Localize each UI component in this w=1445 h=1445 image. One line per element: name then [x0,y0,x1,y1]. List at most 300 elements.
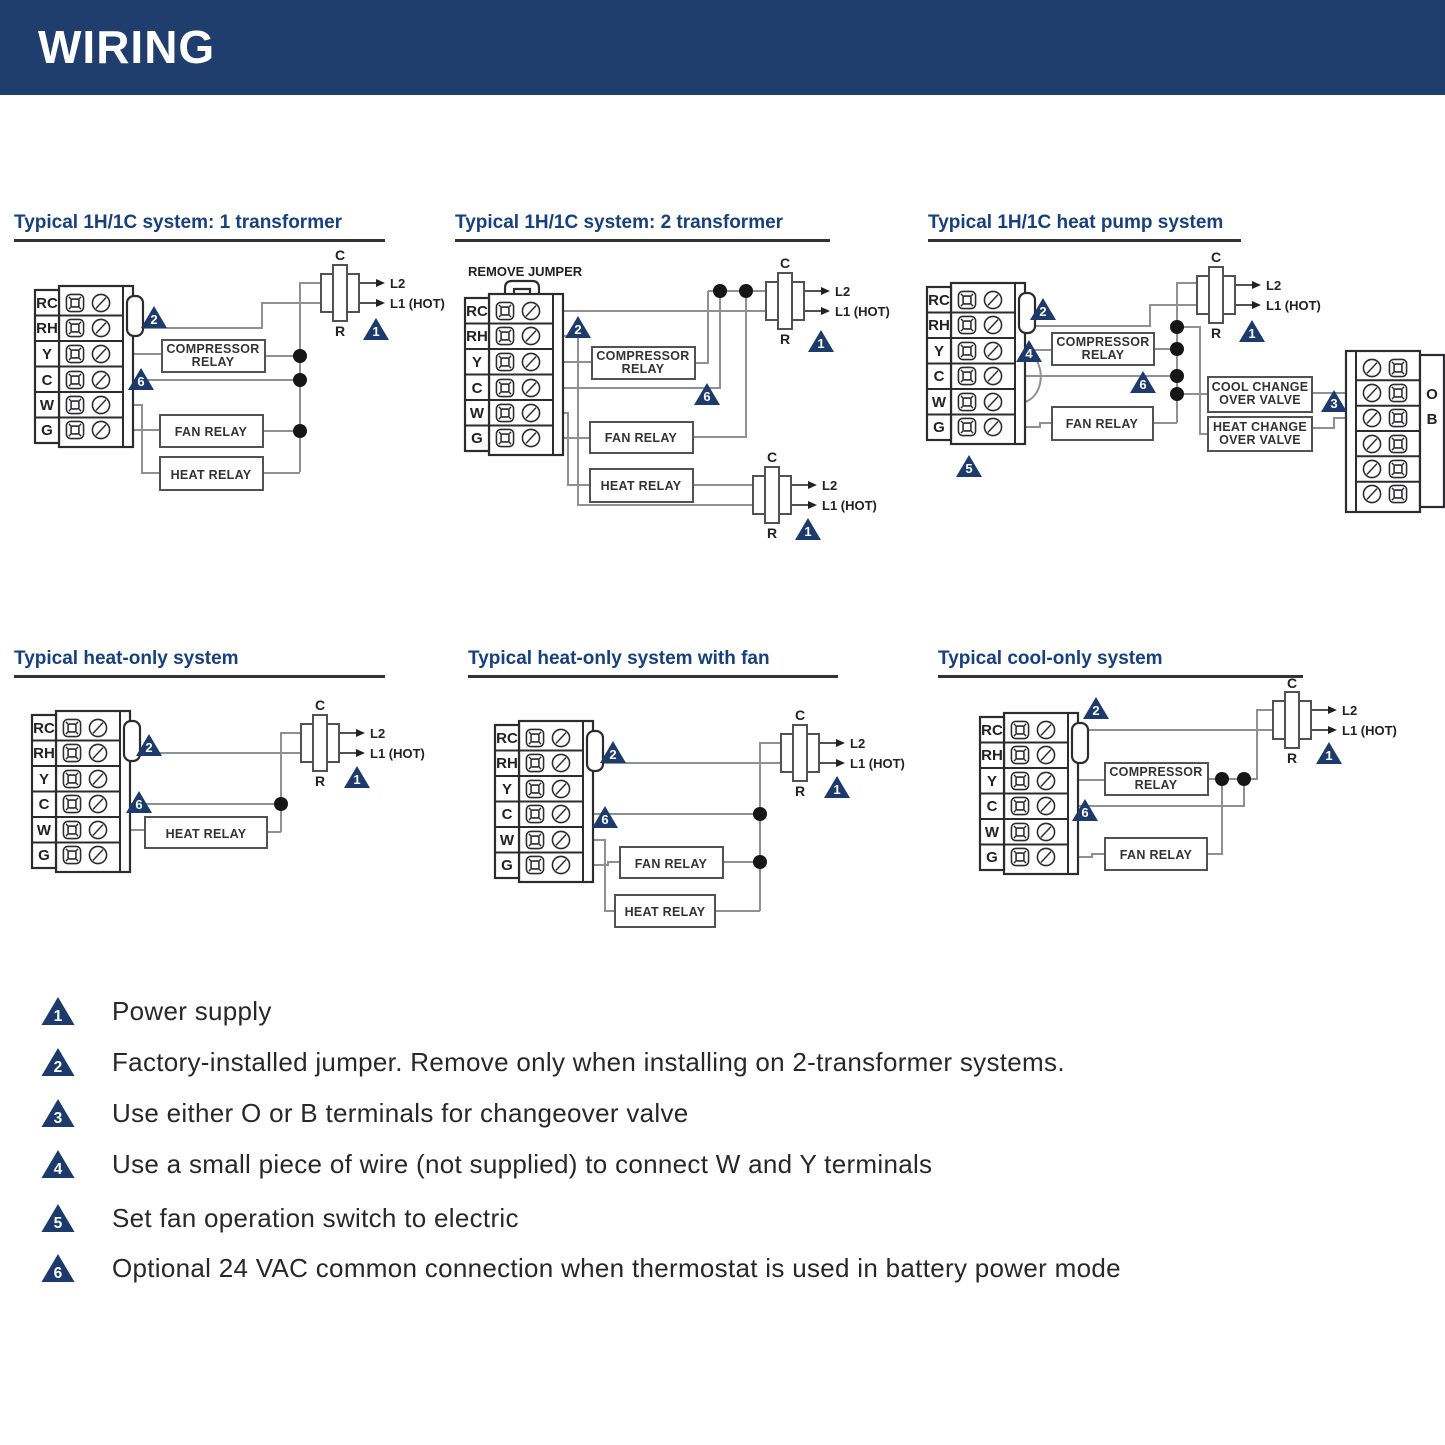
diagram-title-4: Typical heat-only system [14,648,385,678]
svg-text:HEAT RELAY: HEAT RELAY [600,479,682,493]
svg-text:C: C [471,380,483,397]
screw-terminal-icon [92,345,109,362]
clamp-terminal-icon [66,294,83,311]
svg-text:C: C [1210,249,1222,265]
svg-text:G: G [471,430,483,447]
clamp-terminal-icon [496,429,513,446]
terminal-row [934,367,1002,385]
clamp-terminal-icon [1389,359,1406,376]
fan-relay-box [620,847,723,878]
svg-text:RELAY: RELAY [191,355,235,369]
clamp-terminal-icon [1389,460,1406,477]
callout-1b [795,518,821,540]
svg-text:W: W [499,832,515,849]
screw-terminal-icon [1037,823,1054,840]
callout-2 [141,306,167,328]
terminal-row [501,856,569,874]
screw-terminal-icon [984,393,1001,410]
legend-item-3 [40,1097,689,1129]
svg-text:FAN RELAY: FAN RELAY [174,425,248,439]
clamp-terminal-icon [66,345,83,362]
svg-text:COMPRESSOR: COMPRESSOR [166,342,260,356]
svg-text:R: R [314,773,326,789]
terminal-row [496,754,569,772]
terminal-row [33,719,106,737]
clamp-terminal-icon [496,379,513,396]
callout-5 [956,455,982,477]
factory-jumper-bracket [127,296,143,336]
clamp-terminal-icon [526,856,543,873]
screw-terminal-icon [522,302,539,319]
svg-text:G: G [41,422,53,439]
legend-triangle-2-icon [40,1047,76,1077]
diagram-title-2: Typical 1H/1C system: 2 transformer [455,212,830,242]
svg-text:C: C [501,806,513,823]
svg-text:C: C [933,368,945,385]
heat-relay-box [160,457,263,490]
svg-text:RH: RH [496,755,518,772]
terminal-row [496,729,569,747]
legend-text: Optional 24 VAC common connection when thermostat is used in battery power mode [112,1252,1121,1283]
terminal-row [466,302,539,320]
svg-text:4: 4 [53,1160,63,1178]
svg-text:FAN RELAY: FAN RELAY [634,857,708,871]
svg-text:W: W [469,405,485,422]
svg-text:R: R [794,783,806,799]
clamp-terminal-icon [1011,721,1028,738]
legend-text: Use either O or B terminals for changeover valve [112,1097,689,1128]
svg-text:L2: L2 [822,478,838,493]
legend-item-1 [40,995,272,1027]
terminal-block [980,713,1088,874]
clamp-terminal-icon [958,367,975,384]
compressor-relay-box [1052,333,1154,365]
clamp-terminal-icon [63,744,80,761]
screw-terminal-icon [984,316,1001,333]
transformer-symbol [1197,249,1321,341]
svg-text:R: R [334,323,346,339]
svg-text:L1 (HOT): L1 (HOT) [822,498,877,513]
screw-terminal-icon [89,719,106,736]
legend-triangle-6-icon [40,1253,76,1283]
legend-item-5 [40,1202,519,1234]
callout-1 [824,776,850,798]
terminal-block [495,721,603,882]
svg-text:OVER VALVE: OVER VALVE [1219,433,1301,447]
terminal-row [502,805,570,823]
clamp-terminal-icon [63,795,80,812]
terminal-row [1363,384,1438,403]
svg-text:L2: L2 [835,284,851,299]
screw-terminal-icon [89,821,106,838]
terminal-row [36,294,109,312]
screw-terminal-icon [89,846,106,863]
callout-1 [808,330,834,352]
legend-triangle-5-icon [40,1203,76,1233]
clamp-terminal-icon [958,342,975,359]
compressor-relay-box [592,347,695,379]
terminal-row [36,319,109,337]
clamp-terminal-icon [958,291,975,308]
diagram-heat-pump [920,245,1445,545]
fan-relay-box [160,415,263,447]
clamp-terminal-icon [526,831,543,848]
fan-relay-box [1105,838,1207,870]
svg-text:1: 1 [1325,748,1333,763]
clamp-terminal-icon [1011,797,1028,814]
svg-text:RH: RH [36,320,58,337]
clamp-terminal-icon [496,327,513,344]
svg-text:Y: Y [933,343,945,360]
callout-2 [565,316,591,338]
screw-terminal-icon [1363,485,1380,502]
svg-text:C: C [334,247,346,263]
svg-text:G: G [501,857,513,874]
svg-text:L2: L2 [1266,278,1282,293]
svg-text:RH: RH [33,745,55,762]
svg-text:B: B [1426,411,1438,428]
screw-terminal-icon [92,396,109,413]
heat-relay-box [145,817,267,848]
page-title: WIRING [38,21,216,73]
diagram-title-1: Typical 1H/1C system: 1 transformer [14,212,385,242]
svg-text:C: C [38,796,50,813]
callout-6 [592,806,618,828]
clamp-terminal-icon [66,371,83,388]
svg-text:C: C [41,372,53,389]
terminal-row [42,371,110,389]
svg-text:W: W [36,822,52,839]
screw-terminal-icon [984,418,1001,435]
screw-terminal-icon [1363,384,1380,401]
svg-text:RH: RH [981,747,1003,764]
legend-triangle-4-icon [40,1149,76,1179]
svg-text:R: R [779,331,791,347]
clamp-terminal-icon [63,770,80,787]
terminal-row [41,421,109,439]
svg-text:Y: Y [38,771,50,788]
callout-1 [363,318,389,340]
fan-relay-box [590,422,693,453]
svg-text:3: 3 [1330,396,1338,411]
clamp-terminal-icon [63,719,80,736]
terminal-row [500,831,570,849]
svg-text:L1 (HOT): L1 (HOT) [835,304,890,319]
cool-changeover-valve-box [1208,377,1312,412]
svg-text:L1 (HOT): L1 (HOT) [390,296,445,311]
svg-text:RC: RC [928,292,950,309]
diagram-cool-only [920,675,1445,930]
legend-text: Factory-installed jumper. Remove only when installing on 2-transformer systems. [112,1046,1065,1077]
svg-text:HEAT RELAY: HEAT RELAY [624,905,706,919]
terminal-row [466,327,539,345]
svg-text:C: C [1286,675,1298,691]
screw-terminal-icon [552,856,569,873]
transformer-symbol [766,255,890,347]
terminal-row [933,418,1001,436]
legend-text: Use a small piece of wire (not supplied) to connect W and Y terminals [112,1148,933,1179]
svg-text:L2: L2 [370,726,386,741]
terminal-row [1363,409,1437,428]
terminal-row [472,379,540,397]
screw-terminal-icon [1037,721,1054,738]
svg-text:6: 6 [601,812,609,827]
terminal-row [928,291,1001,309]
callout-1 [344,766,370,788]
callout-1 [1239,320,1265,342]
callout-6 [694,383,720,405]
clamp-terminal-icon [66,396,83,413]
svg-text:L1 (HOT): L1 (HOT) [1266,298,1321,313]
svg-text:RH: RH [466,328,488,345]
screw-terminal-icon [89,795,106,812]
terminal-row [471,429,539,447]
svg-text:L2: L2 [390,276,406,291]
clamp-terminal-icon [1011,848,1028,865]
diagram-1h1c-2-transformer [450,245,900,560]
svg-text:COMPRESSOR: COMPRESSOR [1056,335,1150,349]
clamp-terminal-icon [63,846,80,863]
svg-text:RC: RC [466,303,488,320]
wires [593,743,781,911]
svg-text:3: 3 [53,1109,63,1127]
screw-terminal-icon [552,780,569,797]
clamp-terminal-icon [958,393,975,410]
legend-item-6 [40,1252,1121,1284]
svg-text:Y: Y [471,354,483,371]
clamp-terminal-icon [958,316,975,333]
svg-text:HEAT RELAY: HEAT RELAY [170,468,252,482]
svg-text:2: 2 [574,322,582,337]
clamp-terminal-icon [526,780,543,797]
svg-text:1: 1 [53,1007,63,1025]
terminal-block [35,286,143,447]
transformer-symbol-2 [753,449,877,541]
svg-text:C: C [779,255,791,271]
compressor-relay-box [1105,763,1208,795]
heat-relay-box [590,469,693,502]
screw-terminal-icon [1037,797,1054,814]
clamp-terminal-icon [1389,409,1406,426]
terminal-row [986,848,1054,866]
svg-text:Y: Y [41,346,53,363]
svg-text:G: G [986,849,998,866]
svg-text:W: W [39,397,55,414]
clamp-terminal-icon [1011,746,1028,763]
svg-text:L1 (HOT): L1 (HOT) [850,756,905,771]
svg-text:5: 5 [53,1214,63,1232]
diagram-heat-only [0,680,458,930]
legend-text: Set fan operation switch to electric [112,1202,519,1233]
factory-jumper-bracket [1072,723,1088,763]
screw-terminal-icon [522,379,539,396]
clamp-terminal-icon [1011,772,1028,789]
screw-terminal-icon [1037,772,1054,789]
svg-text:2: 2 [53,1058,63,1076]
callout-6 [1130,371,1156,393]
transformer-symbol [321,247,445,339]
svg-text:1: 1 [833,782,841,797]
svg-text:6: 6 [703,389,711,404]
svg-text:RELAY: RELAY [1134,778,1178,792]
screw-terminal-icon [984,342,1001,359]
svg-text:G: G [38,847,50,864]
svg-text:2: 2 [145,740,153,755]
factory-jumper-bracket [587,731,603,771]
diagram-heat-only-with-fan [455,680,915,960]
svg-text:C: C [986,798,998,815]
heat-relay-box [615,895,715,927]
svg-text:5: 5 [965,461,973,476]
svg-text:R: R [1210,325,1222,341]
diagram-title-3: Typical 1H/1C heat pump system [928,212,1241,242]
svg-text:L1 (HOT): L1 (HOT) [370,746,425,761]
legend-item-4 [40,1148,932,1180]
terminal-row [981,746,1054,764]
screw-terminal-icon [552,754,569,771]
svg-text:6: 6 [135,797,143,812]
terminal-row [39,795,107,813]
terminal-row [33,744,106,762]
terminal-block [32,711,143,872]
legend-triangle-3-icon [40,1098,76,1128]
svg-text:6: 6 [1139,377,1147,392]
heat-changeover-valve-box [1208,417,1312,451]
screw-terminal-icon [92,371,109,388]
clamp-terminal-icon [1389,435,1406,452]
screw-terminal-icon [92,319,109,336]
legend-triangle-1-icon [40,996,76,1026]
svg-text:O: O [1426,386,1438,403]
factory-jumper-bracket [1019,293,1035,333]
clamp-terminal-icon [526,754,543,771]
clamp-terminal-icon [526,729,543,746]
header-bar [0,0,1445,95]
svg-text:RH: RH [928,317,950,334]
svg-text:L2: L2 [850,736,866,751]
clamp-terminal-icon [496,353,513,370]
terminal-block [465,294,563,455]
screw-terminal-icon [552,831,569,848]
clamp-terminal-icon [496,302,513,319]
svg-text:FAN RELAY: FAN RELAY [1119,848,1193,862]
clamp-terminal-icon [66,319,83,336]
clamp-terminal-icon [1389,485,1406,502]
screw-terminal-icon [92,294,109,311]
screw-terminal-icon [1363,435,1380,452]
svg-text:2: 2 [1039,304,1047,319]
svg-text:FAN RELAY: FAN RELAY [1065,417,1139,431]
svg-text:COMPRESSOR: COMPRESSOR [1109,765,1203,779]
screw-terminal-icon [1037,848,1054,865]
clamp-terminal-icon [1389,384,1406,401]
clamp-terminal-icon [958,418,975,435]
screw-terminal-icon [1037,746,1054,763]
svg-text:L2: L2 [1342,703,1358,718]
svg-text:RELAY: RELAY [621,362,665,376]
terminal-row [38,846,106,864]
svg-text:6: 6 [137,374,145,389]
diagram-title-6: Typical cool-only system [938,648,1303,678]
svg-text:HEAT CHANGE: HEAT CHANGE [1212,420,1308,434]
svg-text:4: 4 [1025,346,1033,361]
fan-relay-box [1052,407,1153,440]
svg-text:1: 1 [1248,326,1256,341]
transformer-symbol [301,697,425,789]
svg-text:R: R [766,525,778,541]
terminal-row [981,721,1054,739]
svg-text:Y: Y [986,773,998,790]
terminal-row [40,396,110,414]
svg-text:1: 1 [817,336,825,351]
screw-terminal-icon [89,744,106,761]
svg-text:C: C [766,449,778,465]
svg-text:FAN RELAY: FAN RELAY [604,431,678,445]
callout-2 [1083,697,1109,719]
screw-terminal-icon [1363,460,1380,477]
screw-terminal-icon [1363,409,1380,426]
screw-terminal-icon [522,327,539,344]
svg-text:Y: Y [501,781,513,798]
svg-text:R: R [1286,750,1298,766]
terminal-block [927,283,1035,444]
svg-text:6: 6 [1081,805,1089,820]
clamp-terminal-icon [496,404,513,421]
screw-terminal-icon [522,404,539,421]
svg-text:G: G [933,419,945,436]
terminal-row [985,823,1055,841]
clamp-terminal-icon [63,821,80,838]
screw-terminal-icon [89,770,106,787]
terminal-row [928,316,1001,334]
screw-terminal-icon [984,367,1001,384]
transformer-symbol [781,707,905,799]
screw-terminal-icon [1363,359,1380,376]
heat-pump-terminal-block [1346,351,1444,512]
screw-terminal-icon [522,429,539,446]
svg-text:C: C [794,707,806,723]
screw-terminal-icon [552,805,569,822]
screw-terminal-icon [552,729,569,746]
clamp-terminal-icon [66,421,83,438]
terminal-row [987,797,1055,815]
clamp-terminal-icon [526,805,543,822]
svg-text:COOL CHANGE: COOL CHANGE [1211,380,1309,394]
svg-text:W: W [931,394,947,411]
svg-text:RC: RC [36,295,58,312]
callout-1 [1316,742,1342,764]
svg-text:W: W [984,824,1000,841]
svg-text:COMPRESSOR: COMPRESSOR [596,349,690,363]
svg-text:2: 2 [609,747,617,762]
screw-terminal-icon [92,421,109,438]
screw-terminal-icon [522,353,539,370]
terminal-row [37,821,107,839]
svg-text:L1 (HOT): L1 (HOT) [1342,723,1397,738]
svg-text:HEAT RELAY: HEAT RELAY [165,827,247,841]
svg-text:1: 1 [353,772,361,787]
svg-text:1: 1 [372,324,380,339]
compressor-relay-box [162,340,265,372]
screw-terminal-icon [984,291,1001,308]
legend-item-2 [40,1046,1065,1078]
svg-text:RC: RC [981,722,1003,739]
svg-text:6: 6 [53,1264,63,1282]
diagram-title-5: Typical heat-only system with fan [468,648,838,678]
clamp-terminal-icon [1011,823,1028,840]
svg-text:RC: RC [496,730,518,747]
svg-text:2: 2 [1092,703,1100,718]
